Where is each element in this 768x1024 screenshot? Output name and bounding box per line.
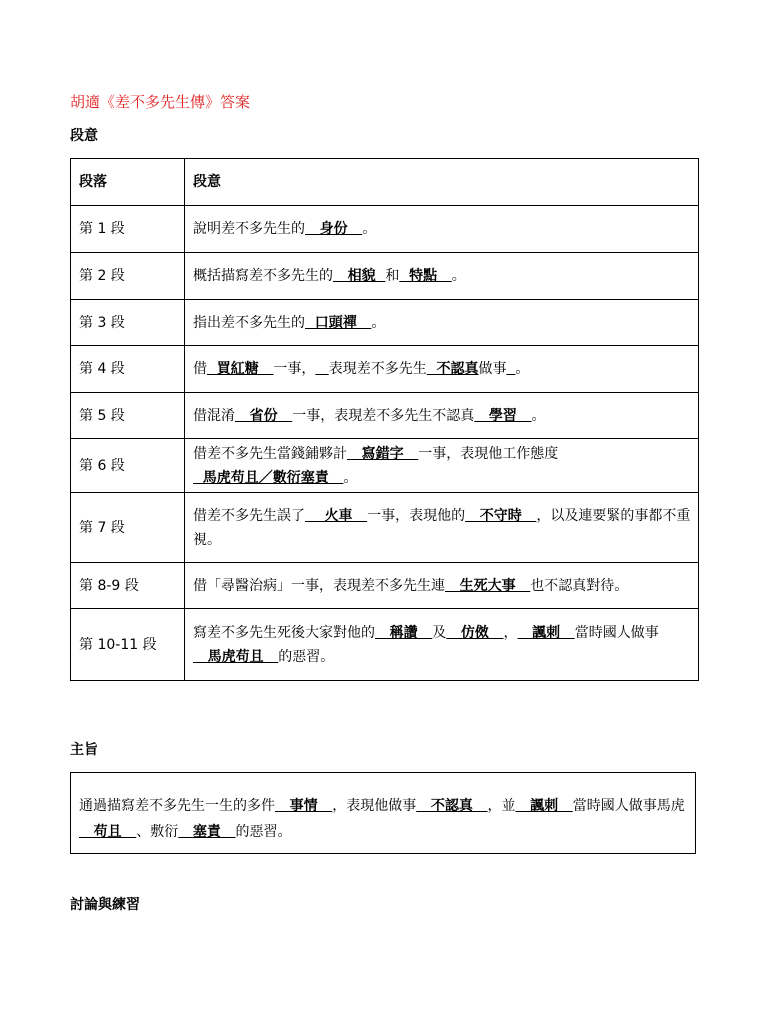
answer-blank: 苟且 (79, 824, 137, 840)
paragraph-number: 第 4 段 (71, 346, 185, 393)
table-row (71, 346, 699, 393)
answer-blank: 塞責 (178, 824, 236, 840)
prompt-text: 一事，表現他工作態度 (418, 445, 559, 462)
section-heading-paragraph-meaning: 段意 (70, 128, 98, 144)
answer-blank: 事情 (275, 798, 333, 814)
theme-text (79, 793, 687, 845)
prompt-text: 及 (432, 624, 447, 641)
prompt-text: 一事， (273, 361, 316, 377)
prompt-text: 通過描寫差不多先生一生的多件 (79, 798, 275, 814)
paragraph-meaning (185, 609, 699, 681)
header-meaning: 段意 (185, 159, 699, 206)
prompt-text: 說明差不多先生的 (193, 221, 305, 237)
answer-blank: 買紅糖 (207, 361, 274, 377)
paragraph-number: 第 5 段 (71, 393, 185, 439)
answer-blank: 特點 (399, 268, 452, 284)
table-row (71, 493, 699, 563)
table-header-row (71, 159, 699, 206)
prompt-text: 。 (343, 469, 358, 486)
table-row (71, 563, 699, 609)
prompt-text: ，以及連要緊的事都不重視。 (193, 507, 691, 548)
answer-blank: 稱讚 (375, 624, 433, 641)
table-row (71, 609, 699, 681)
prompt-text: ， (503, 624, 518, 641)
prompt-text: 。 (531, 407, 546, 424)
answer-blank: 諷刺 (515, 798, 573, 814)
prompt-text: 。 (362, 221, 377, 237)
prompt-text: 寫差不多先生死後大家對他的 (193, 624, 375, 641)
prompt-text: 。 (515, 361, 530, 377)
paragraph-meaning (185, 253, 699, 300)
paragraph-number: 第 10-11 段 (71, 609, 185, 681)
theme-box (70, 772, 696, 854)
table-row (71, 439, 699, 493)
answer-blank: 寫錯字 (347, 445, 419, 462)
prompt-text: 一事，表現差不多先生不認真 (292, 407, 475, 424)
prompt-text: 借「尋醫治病」一事，表現差不多先生連 (193, 577, 445, 594)
answer-blank: 不守時 (465, 507, 537, 524)
paragraph-number: 第 2 段 (71, 253, 185, 300)
answer-blank: 身份 (305, 221, 363, 237)
table-row (71, 253, 699, 300)
prompt-text: 和 (385, 268, 400, 284)
prompt-text: 的惡習。 (235, 824, 292, 840)
paragraph-meaning (185, 439, 699, 493)
answer-blank: 不認真 (426, 361, 479, 377)
paragraph-number: 第 7 段 (71, 493, 185, 563)
prompt-text: 指出差不多先生的 (193, 314, 305, 331)
paragraph-meaning (185, 300, 699, 346)
prompt-text: 借混淆 (193, 407, 235, 424)
section-heading-theme: 主旨 (70, 742, 98, 758)
answer-blank: 相貌 (333, 268, 386, 284)
answer-blank: 諷刺 (517, 624, 575, 641)
paragraph-meaning (185, 493, 699, 563)
prompt-text: 。 (371, 314, 386, 331)
prompt-text: 一事，表現他的 (367, 507, 466, 524)
paragraph-number: 第 6 段 (71, 439, 185, 493)
prompt-text: 表現差不多先生 (328, 361, 427, 377)
prompt-text: 做事 (478, 361, 507, 377)
paragraph-meaning (185, 346, 699, 393)
answer-blank: 火車 (305, 507, 368, 524)
blank-line (315, 361, 328, 377)
answer-blank: 馬虎苟且／數衍塞責 (193, 469, 344, 486)
prompt-text: 也不認真對待。 (530, 577, 629, 594)
prompt-text: ，並 (487, 798, 516, 814)
table-row (71, 300, 699, 346)
prompt-text: ，表現他做事 (332, 798, 417, 814)
answer-blank: 不認真 (416, 798, 488, 814)
table-row (71, 393, 699, 439)
header-paragraph: 段落 (71, 159, 185, 206)
prompt-text: 當時國人做事 (574, 624, 659, 641)
prompt-text: 借 (193, 361, 207, 377)
document-title: 胡適《差不多先生傳》答案 (70, 93, 251, 111)
prompt-text: 借差不多先生當錢鋪夥計 (193, 445, 347, 462)
answer-blank: 仿傚 (446, 624, 504, 641)
prompt-text: 、敷衍 (136, 824, 179, 840)
answer-blank: 生死大事 (445, 577, 531, 594)
paragraph-meaning (185, 206, 699, 253)
answer-blank: 學習 (474, 407, 532, 424)
answer-blank: 馬虎苟且 (193, 648, 279, 665)
prompt-text: 的惡習。 (278, 648, 335, 665)
paragraph-number: 第 8-9 段 (71, 563, 185, 609)
answer-blank: 省份 (235, 407, 293, 424)
prompt-text: 。 (451, 268, 466, 284)
section-heading-discussion: 討論與練習 (70, 897, 140, 913)
paragraph-number: 第 3 段 (71, 300, 185, 346)
paragraph-meaning (185, 393, 699, 439)
prompt-text: 當時國人做事馬虎 (572, 798, 685, 814)
paragraph-number: 第 1 段 (71, 206, 185, 253)
prompt-text: 概括描寫差不多先生的 (193, 268, 333, 284)
paragraph-meaning (185, 563, 699, 609)
answer-blank: 口頭禪 (305, 314, 372, 331)
table-row (71, 206, 699, 253)
prompt-text: 借差不多先生誤了 (193, 507, 305, 524)
paragraph-meaning-table (70, 158, 699, 681)
